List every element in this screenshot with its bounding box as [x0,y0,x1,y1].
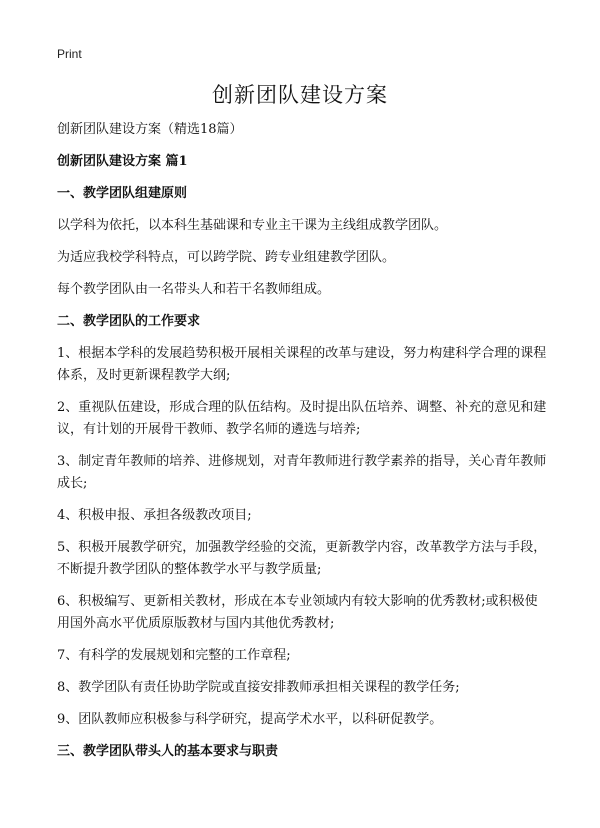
section-2-paragraph: 1、根据本学科的发展趋势积极开展相关课程的改革与建设，努力构建科学合理的课程体系，及时更新课程教学大纲; [57,346,547,383]
section-heading-3: 三、教学团队带头人的基本要求与职责 [57,744,279,759]
section-2-paragraph: 9、团队教师应积极参与科学研究，提高学术水平，以科研促教学。 [57,712,443,727]
section-2-paragraph: 7、有科学的发展规划和完整的工作章程; [57,648,291,663]
print-label: Print [57,47,82,61]
section-2-paragraph: 8、教学团队有责任协助学院或直接安排教师承担相关课程的教学任务; [57,680,460,695]
section-heading-1: 一、教学团队组建原则 [57,186,188,201]
section-heading-2: 二、教学团队的工作要求 [57,314,201,329]
section-2-paragraph: 2、重视队伍建设，形成合理的队伍结构。及时提出队伍培养、调整、补充的意见和建议，有计划的开展骨干教师、教学名师的遴选与培养; [57,400,547,437]
document-subtitle: 创新团队建设方案（精选18篇） [57,122,243,137]
section-2-paragraph: 5、积极开展教学研究，加强教学经验的交流，更新教学内容，改革教学方法与手段，不断提升教学团队的整体教学水平与教学质量; [57,540,547,577]
section-1-paragraph: 每个教学团队由一名带头人和若干名教师组成。 [57,282,331,297]
document-body [57,119,547,773]
page-title: 创新团队建设方案 [212,83,388,107]
section-2-paragraph: 4、积极申报、承担各级教改项目; [57,508,252,523]
section-1-paragraph: 为适应我校学科特点，可以跨学院、跨专业组建教学团队。 [57,250,396,265]
section-2-paragraph: 6、积极编写、更新相关教材，形成在本专业领域内有较大影响的优秀教材;或积极使用国外高水平优质原版教材与国内其他优秀教材; [57,594,538,631]
section-2-paragraph: 3、制定青年教师的培养、进修规划，对青年教师进行教学素养的指导，关心青年教师成长; [57,454,547,491]
article-heading: 创新团队建设方案 篇1 [57,154,188,169]
section-1-paragraph: 以学科为依托，以本科生基础课和专业主干课为主线组成教学团队。 [57,218,448,233]
